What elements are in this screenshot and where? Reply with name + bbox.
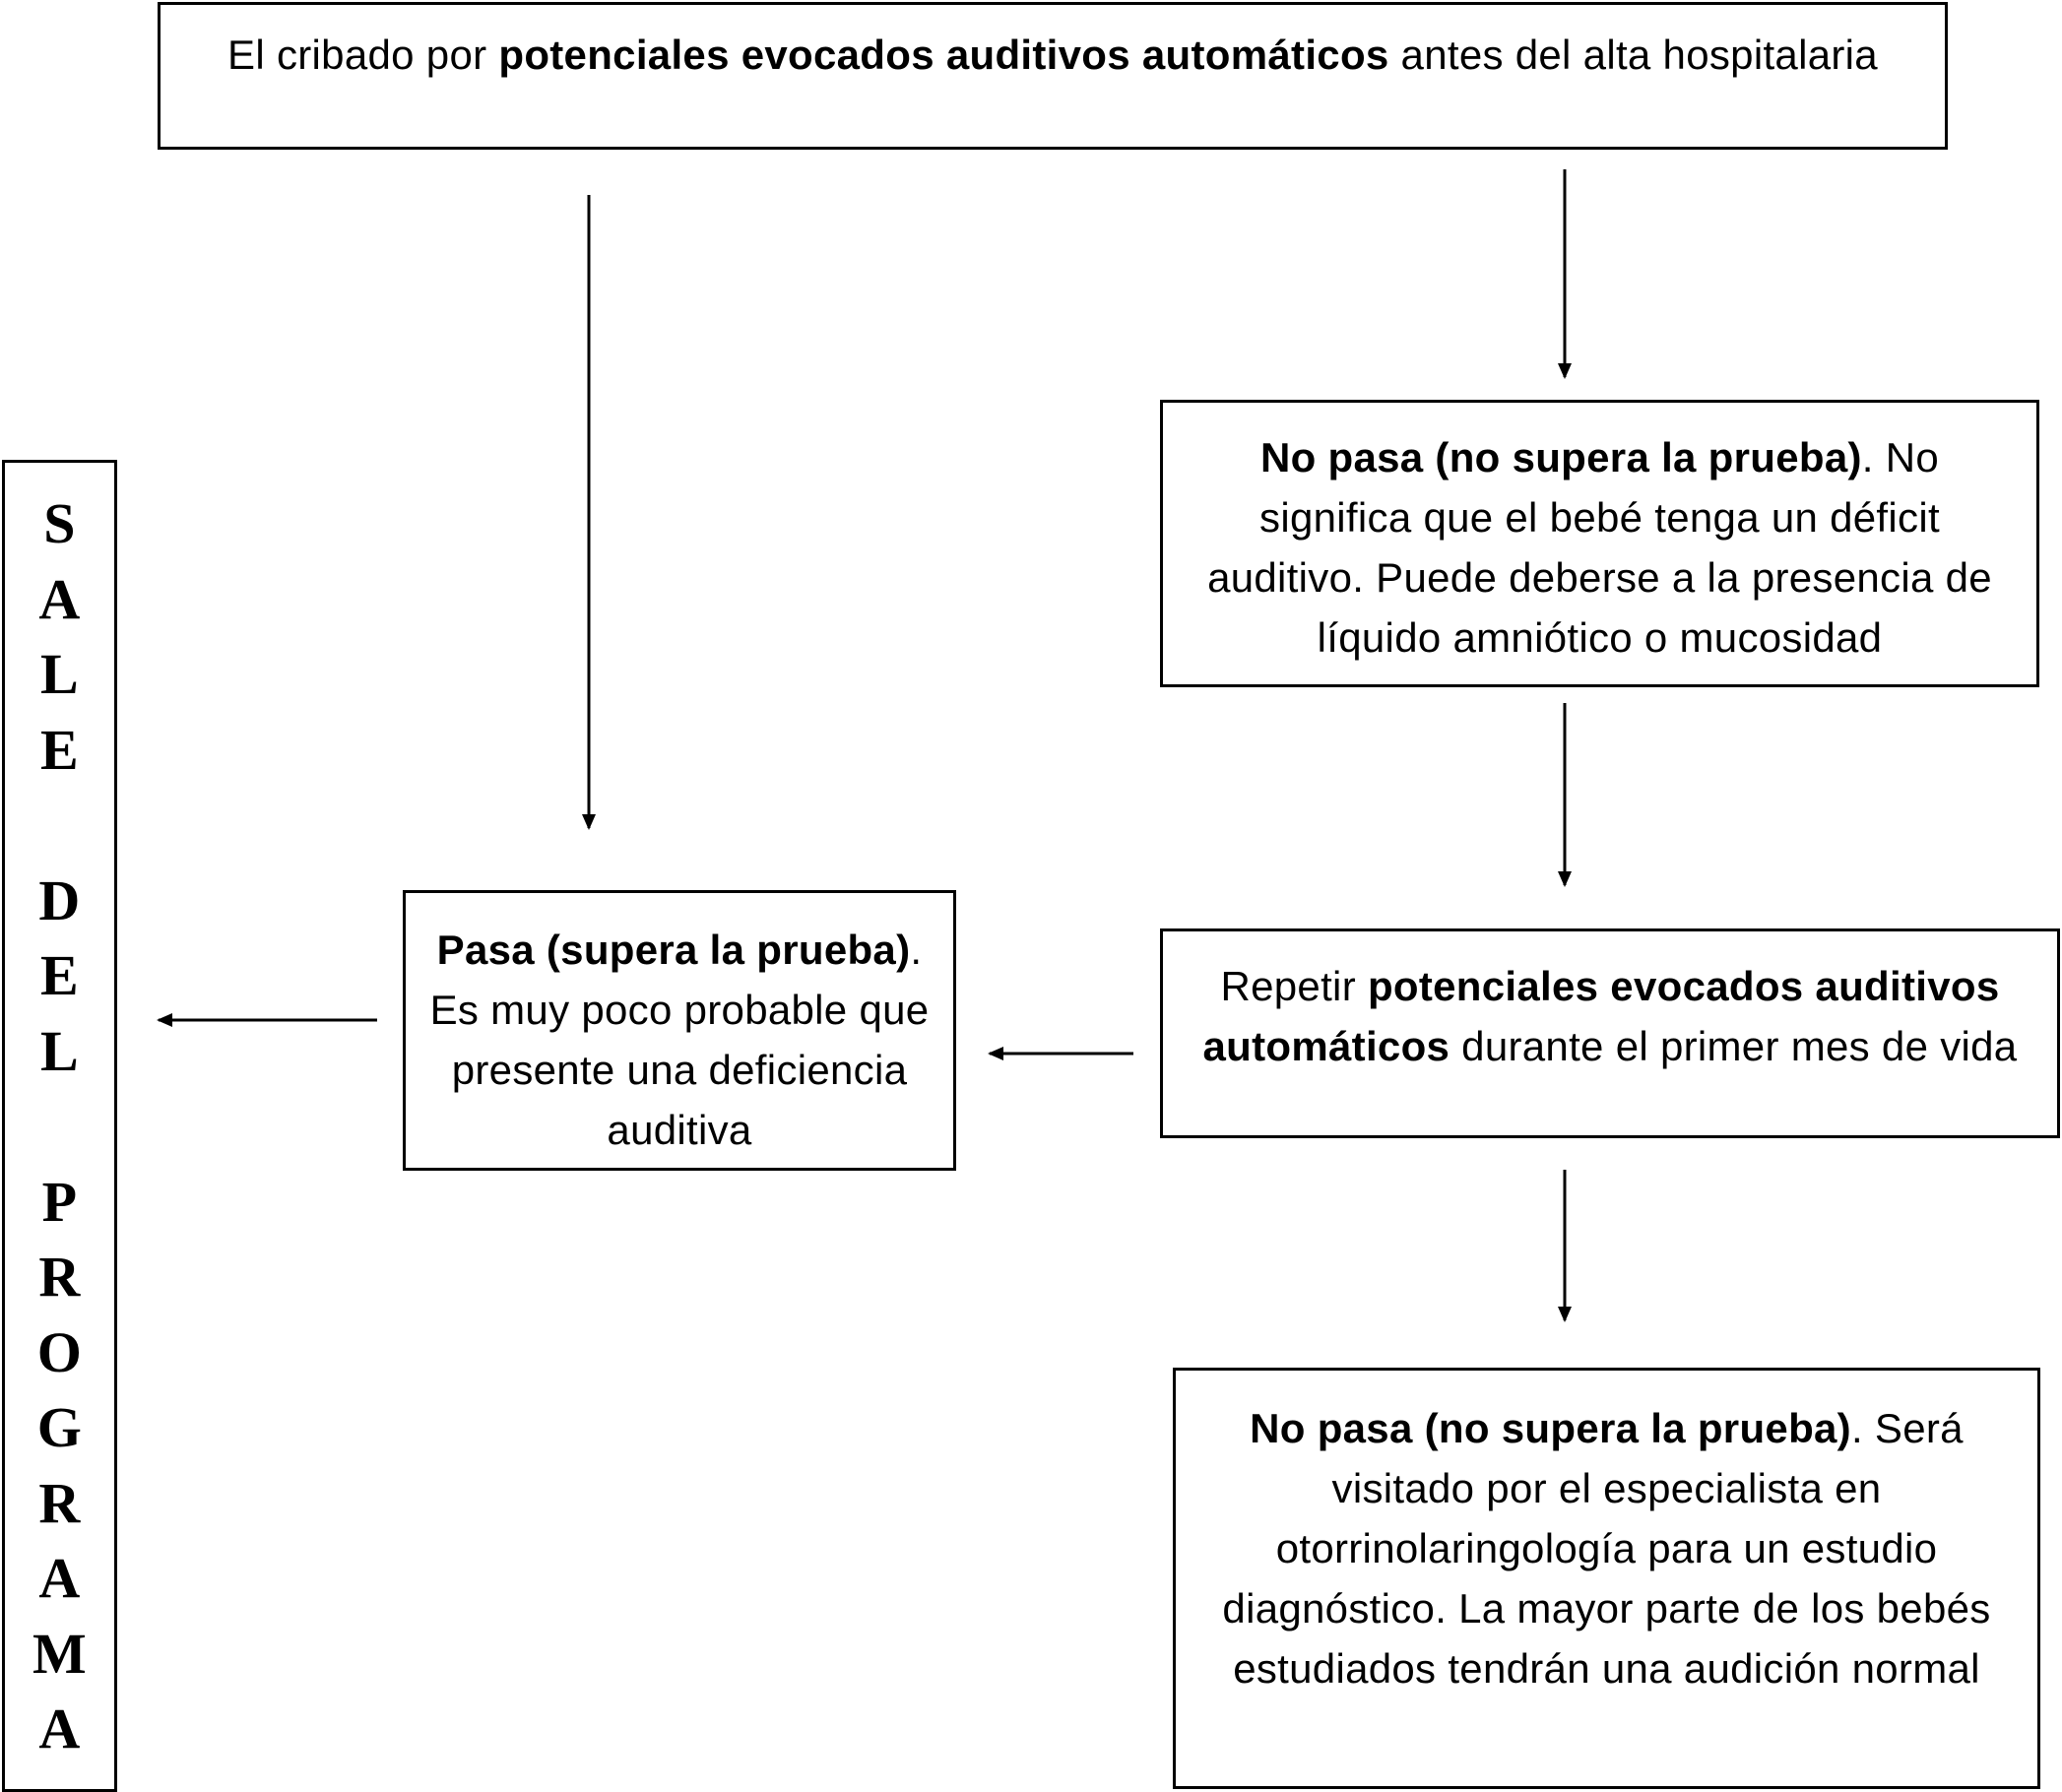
repeat-text-bold: potenciales evocados auditivos automáticos bbox=[1202, 963, 2000, 1069]
exit-letter: L bbox=[40, 642, 79, 706]
repeat-text-pre: Repetir bbox=[1220, 963, 1368, 1009]
screening-text-post: antes del alta hospitalaria bbox=[1388, 32, 1878, 78]
fail-second-text: . Será visitado por el especialista en otorrinolaringología para un estudio diagnóstico. La mayor parte de los bebés estudiados tendrán una audición normal bbox=[1222, 1405, 1991, 1692]
pass-text: . Es muy poco probable que presente una deficiencia auditiva bbox=[429, 927, 930, 1153]
exit-letter: L bbox=[40, 1018, 79, 1083]
exit-letter: S bbox=[43, 491, 76, 555]
exit-letter: D bbox=[38, 867, 81, 932]
exit-letter: P bbox=[41, 1169, 78, 1234]
exit-letter: E bbox=[40, 943, 79, 1007]
fail-first-bold: No pasa (no supera la prueba) bbox=[1259, 434, 1862, 480]
exit-letter: M bbox=[32, 1621, 88, 1686]
exit-letter: E bbox=[40, 717, 79, 782]
exit-letter: R bbox=[38, 1245, 81, 1309]
exit-letter: A bbox=[38, 1546, 81, 1610]
pass-bold: Pasa (supera la prueba) bbox=[436, 927, 911, 973]
repeat-text-post: durante el primer mes de vida bbox=[1450, 1023, 2018, 1069]
fail-second-bold: No pasa (no supera la prueba) bbox=[1250, 1405, 1851, 1451]
screening-text-pre: El cribado por bbox=[227, 32, 499, 78]
exit-letter: R bbox=[38, 1470, 81, 1535]
exit-letter: A bbox=[38, 1696, 81, 1760]
screening-text-bold: potenciales evocados auditivos automáticos bbox=[498, 32, 1389, 78]
exit-letter: G bbox=[36, 1395, 83, 1459]
exit-letter: A bbox=[38, 566, 81, 631]
fail-first-text: . No significa que el bebé tenga un déficit auditivo. Puede deberse a la presencia de líquido amniótico o mucosidad bbox=[1207, 434, 1992, 661]
exit-letter: O bbox=[36, 1319, 83, 1384]
